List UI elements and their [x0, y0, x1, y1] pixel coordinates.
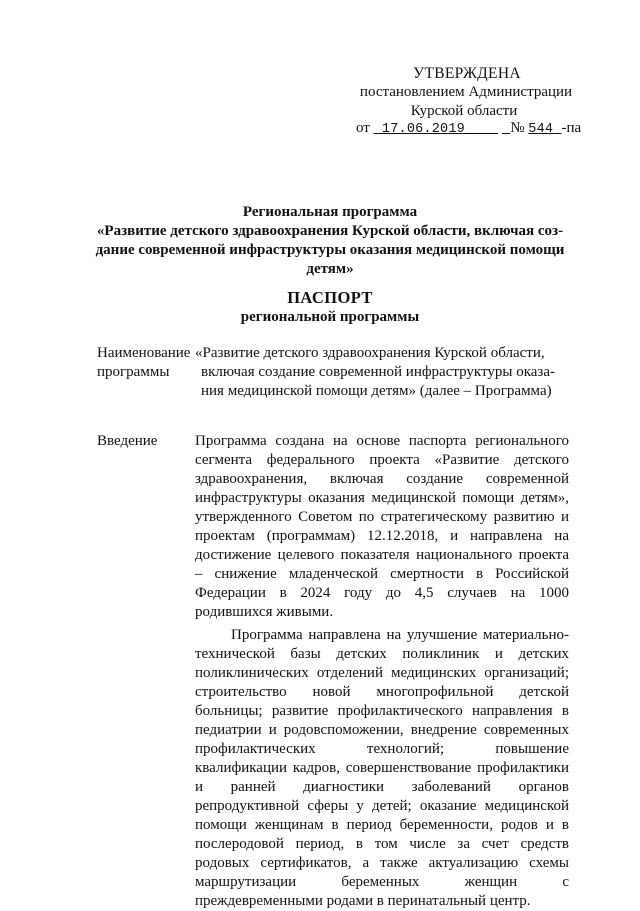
approval-stamp: [340, 64, 580, 121]
program-heading-line1: Региональная программа: [242, 204, 418, 220]
program-heading-line2: «Развитие детского здравоохранения Курской области, включая соз-: [96, 223, 564, 239]
approval-title: УТВЕРЖДЕНА: [413, 65, 521, 82]
number-underline-lead: [502, 122, 510, 137]
program-name-label: Наименование программы: [97, 345, 191, 380]
program-heading-line3: дание современной инфраструктуры оказания медицинской помощи: [95, 242, 565, 258]
program-heading: [70, 203, 590, 279]
introduction-text: [195, 432, 569, 911]
approval-number: 544: [528, 122, 554, 137]
number-suffix: -па: [561, 120, 582, 136]
passport-title: ПАСПОРТ: [287, 288, 373, 307]
approval-region: Курской области: [410, 103, 518, 119]
introduction-paragraph-1: Программа создана на основе паспорта регионального сегмента федерального проекта «Развитие детского здравоохранения, включая создание современной инфраструктуры оказания медицинской помощи детям», утвержденного Советом по стратегическому развитию и проектам (программам) 12.12.2018, и направлена на достижение целевого показателя национального проекта – снижение младенческой смертности в Российской Федерации в 2024 году до 4,5 случаев на 1000 родившихся живыми.: [195, 433, 569, 620]
number-prefix: №: [510, 120, 525, 136]
approval-date-row: [356, 119, 581, 139]
passport-subtitle: региональной программы: [240, 309, 420, 325]
approval-authority: постановлением Администрации: [359, 84, 573, 100]
passport-heading: [70, 287, 590, 327]
introduction-paragraph-2: Программа направлена на улучшение материально-технической базы детских поликлиник и детских поликлинических отделений медицинских организаций; строительство новой многопрофильной детской больницы; развитие профилактического направления в педиатрии и родовспоможении, внедрение современных профилактических технологий; повышение квалификации кадров, совершенствование профилактики и ранней диагностики заболеваний органов репродуктивной сферы у детей; оказание медицинской помощи женщинам в период беременности, родов и в послеродовой период, в том числе за счет средств родовых сертификатов, а также актуализацию схемы маршрутизации беременных женщин с преждевременными родами в перинатальный центр.: [195, 627, 569, 909]
program-name-value: «Развитие детского здравоохранения Курской области, включая создание современной инфраструктуры оказа- ния медицинской помощи детям» (далее – Программа): [195, 345, 555, 399]
introduction-label: Введение: [97, 433, 158, 449]
approval-date: 17.06.2019: [381, 122, 465, 137]
date-prefix: от: [356, 120, 370, 136]
program-heading-line4: детям»: [306, 261, 354, 277]
